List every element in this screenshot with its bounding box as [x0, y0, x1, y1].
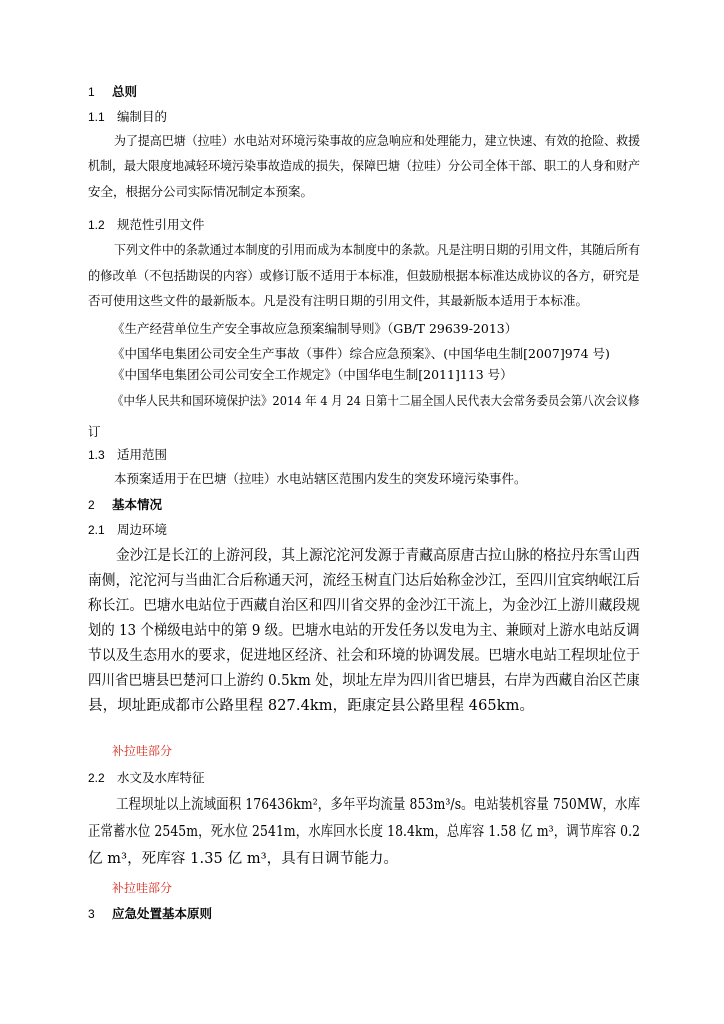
section-title: 水文及水库特征: [117, 770, 205, 785]
paragraph-line: 本预案适用于在巴塘（拉哇）水电站辖区范围内发生的突发环境污染事件。: [114, 471, 527, 486]
reference-item: 《中国华电集团公司安全生产事故（事件）综合应急预案》、(中国华电生制[2007]974 号): [112, 346, 610, 361]
paragraph-line: 为了提高巴塘（拉哇）水电站对环境污染事故的应急响应和处理能力，建立快速、有效的抢险、救援: [114, 133, 641, 148]
section-title: 应急处置基本原则: [112, 906, 213, 921]
section-number: 2: [88, 498, 95, 512]
paragraph-line: 机制，最大限度地减轻环境污染事故造成的损失，保障巴塘（拉哇）分公司全体干部、职工的人身和财产: [88, 158, 641, 173]
editor-note: 补拉哇部分: [112, 881, 173, 895]
paragraph-line: 划的 13 个梯级电站中的第 9 级。巴塘水电站的开发任务以发电为主、兼顾对上游水电站反调: [88, 623, 640, 639]
paragraph-line: 亿 m³，死库容 1.35 亿 m³，具有日调节能力。: [88, 851, 399, 867]
section-title: 编制目的: [117, 109, 168, 124]
editor-note: 补拉哇部分: [112, 744, 173, 758]
paragraph-line: 称长江。巴塘水电站位于西藏自治区和四川省交界的金沙江干流上，为金沙江上游川藏段规: [88, 598, 640, 614]
reference-item: 《中华人民共和国环境保护法》2014 年 4 月 24 日第十二届全国人民代表大会常务委员会第八次会议修: [112, 393, 640, 408]
section-number: 1.3: [88, 448, 105, 462]
paragraph-line: 否可使用这些文件的最新版本。凡是没有注明日期的引用文件，其最新版本适用于本标准。: [88, 293, 589, 308]
section-number: 1.2: [88, 218, 105, 232]
section-title: 总则: [112, 84, 138, 99]
section-number: 3: [88, 907, 95, 921]
paragraph-line: 的修改单（不包括勘误的内容）或修订版不适用于本标准，但鼓励根据本标准达成协议的各方，研究是: [88, 268, 640, 283]
paragraph-line: 正常蓄水位 2545m，死水位 2541m，水库回水长度 18.4km，总库容 1.58 亿 m³，调节库容 0.2: [88, 824, 641, 840]
paragraph-line: 四川省巴塘县巴楚河口上游约 0.5km 处，坝址左岸为四川省巴塘县，右岸为西藏自治区芒康: [88, 673, 640, 689]
paragraph-line: 金沙江是长江的上游河段，其上源沱沱河发源于青藏高原唐古拉山脉的格拉丹东雪山西: [116, 548, 640, 564]
section-title: 适用范围: [117, 447, 168, 462]
paragraph-line: 安全，根据分公司实际情况制定本预案。: [88, 184, 314, 199]
section-number: 2.2: [88, 771, 105, 785]
section-title: 周边环境: [117, 522, 168, 537]
section-title: 规范性引用文件: [117, 217, 205, 232]
section-number: 2.1: [88, 523, 105, 537]
section-number: 1: [88, 85, 95, 99]
reference-item: 《生产经营单位生产安全事故应急预案编制导则》（GB/T 29639-2013）: [112, 321, 518, 336]
section-number: 1.1: [88, 110, 105, 124]
reference-item: 《中国华电集团公司公司安全工作规定》（中国华电生制[2011]113 号）: [112, 367, 513, 382]
section-title: 基本情况: [112, 497, 163, 512]
paragraph-line: 工程坝址以上流域面积 176436km²，多年平均流量 853m³/s。电站装机容量 750MW，水库: [116, 797, 641, 813]
reference-item: 订: [88, 424, 101, 439]
paragraph-line: 下列文件中的条款通过本制度的引用而成为本制度中的条款。凡是注明日期的引用文件，其随后所有: [114, 242, 641, 257]
paragraph-line: 县，坝址距成都市公路里程 827.4km，距康定县公路里程 465km。: [88, 698, 535, 714]
paragraph-line: 节以及生态用水的要求，促进地区经济、社会和环境的协调发展。巴塘水电站工程坝址位于: [88, 648, 640, 664]
paragraph-line: 南侧，沱沱河与当曲汇合后称通天河，流经玉树直门达后始称金沙江，至四川宜宾纳岷江后: [88, 573, 640, 589]
